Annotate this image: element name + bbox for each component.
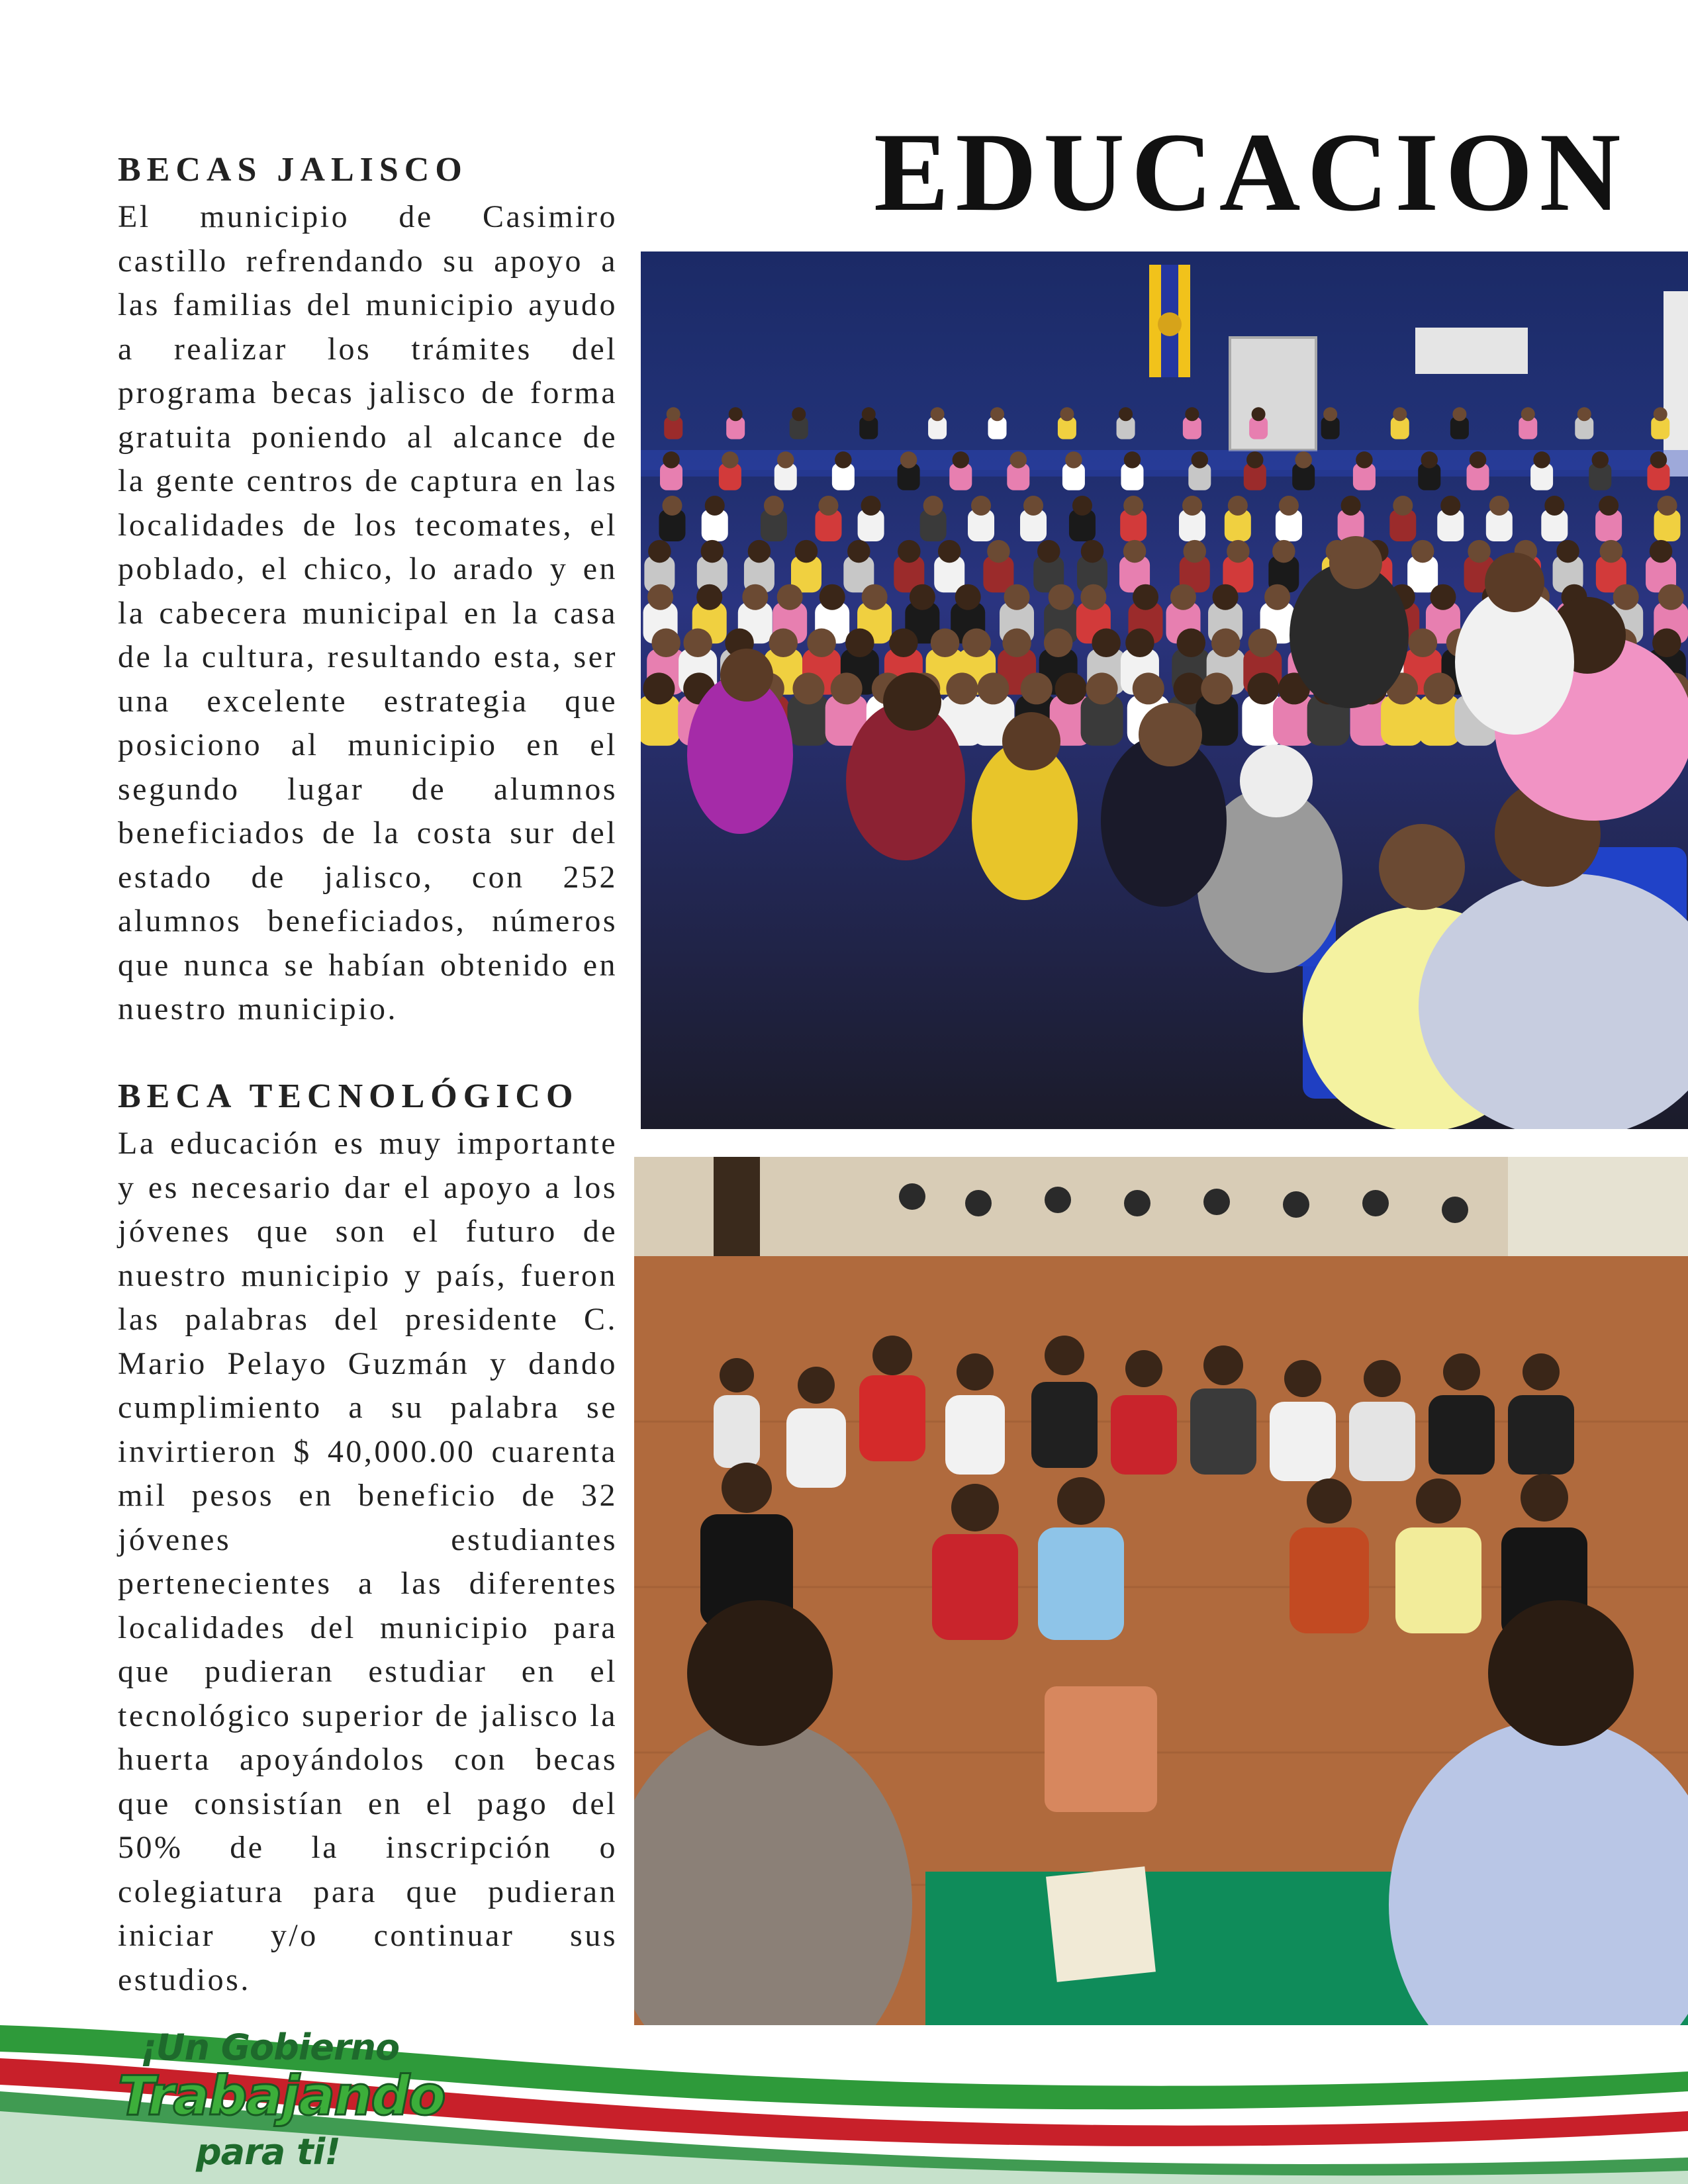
audience-head: [1409, 629, 1438, 658]
audience-head: [971, 496, 991, 516]
slogan-line-2: Trabajando: [118, 2065, 445, 2128]
audience-head: [705, 496, 725, 516]
audience-head: [1421, 451, 1438, 469]
audience-head: [1133, 672, 1164, 704]
audience-head: [648, 540, 671, 563]
audience-head: [1279, 496, 1299, 516]
audience-head: [696, 584, 722, 610]
audience-head: [1393, 496, 1413, 516]
slogan-line-3: para ti!: [196, 2131, 340, 2173]
audience-head: [910, 584, 935, 610]
audience-head: [1650, 540, 1673, 563]
audience-head: [1658, 496, 1677, 516]
audience-head: [1424, 672, 1456, 704]
audience-head: [1470, 451, 1487, 469]
audience-head: [1533, 451, 1550, 469]
auditorium-scene: [641, 251, 1688, 1129]
section-body: La educación es muy importante y es necesario dar el apoyo a los jóvenes que son el futuro de nuestro municipio y país, fueron las palabras del presidente C. Mario Pelayo Guzmán y dando cumplimiento a su palabra se invirtieron $ 40,000.00 cuarenta mil pesos en beneficio de 32 jóvenes estudiantes pertenecientes a las diferentes localidades del municipio para que pudieran estudiar en el tecnológico superior de jalisco la huerta apoyándolos con becas que consistían en el pago del 50% de la inscripción o colegiatura para que pudieran iniciar y/o continuar sus estudios.: [118, 1126, 618, 1997]
audience-head: [845, 629, 874, 658]
audience-head: [953, 451, 970, 469]
audience-head: [862, 407, 876, 421]
audience-head: [1452, 407, 1466, 421]
audience-head: [1201, 672, 1233, 704]
audience-head: [1592, 451, 1609, 469]
audience-head: [1247, 672, 1279, 704]
audience-head: [647, 584, 673, 610]
audience-head: [667, 407, 680, 421]
audience-head: [1124, 451, 1141, 469]
audience-head: [1185, 407, 1199, 421]
audience-head: [1323, 407, 1337, 421]
audience-head: [1086, 672, 1118, 704]
audience-head: [1356, 451, 1373, 469]
audience-head: [1341, 496, 1361, 516]
audience-head: [643, 672, 675, 704]
audience-head: [900, 451, 917, 469]
audience-head: [923, 496, 943, 516]
audience-head: [835, 451, 852, 469]
audience-head: [831, 672, 863, 704]
audience-head: [1489, 496, 1509, 516]
audience-head: [1252, 407, 1266, 421]
audience-head: [777, 584, 803, 610]
audience-head: [1468, 540, 1491, 563]
audience-head: [1055, 672, 1087, 704]
audience-head: [1227, 540, 1250, 563]
audience-head: [701, 540, 724, 563]
audience-head: [889, 629, 918, 658]
audience-head: [1081, 540, 1104, 563]
audience-head: [938, 540, 961, 563]
audience-head: [1182, 496, 1202, 516]
audience-head: [1125, 629, 1154, 658]
audience-head: [861, 496, 881, 516]
audience-head: [1393, 407, 1407, 421]
audience-head: [1123, 496, 1143, 516]
audience-head: [777, 451, 794, 469]
audience-head: [1044, 629, 1073, 658]
audience-head: [1184, 540, 1207, 563]
audience-head: [1213, 584, 1239, 610]
audience-head: [795, 540, 818, 563]
audience-head: [1411, 540, 1434, 563]
audience-head: [1544, 496, 1564, 516]
audience-head: [818, 496, 838, 516]
audience-head: [931, 629, 960, 658]
audience-head: [764, 496, 784, 516]
audience-head: [990, 407, 1004, 421]
audience-head: [1021, 672, 1053, 704]
auditorium-audience-photo: [641, 251, 1688, 1129]
audience-head: [1002, 629, 1031, 658]
audience-head: [1170, 584, 1196, 610]
section-beca-tecnologico: [118, 1077, 618, 2002]
audience-head: [722, 451, 739, 469]
audience-head: [1119, 407, 1133, 421]
audience-head: [1092, 629, 1121, 658]
audience-head: [847, 540, 870, 563]
audience-head: [1246, 451, 1264, 469]
audience-head: [729, 407, 743, 421]
audience-head: [977, 672, 1009, 704]
audience-head: [742, 584, 768, 610]
audience-head: [1654, 407, 1667, 421]
audience-head: [1228, 496, 1248, 516]
audience-head: [1049, 584, 1074, 610]
audience-head: [1133, 584, 1158, 610]
audience-head: [1037, 540, 1060, 563]
audience-head: [748, 540, 771, 563]
audience-head: [1177, 629, 1206, 658]
slogan-line-1: ¡Un Gobierno: [140, 2026, 400, 2068]
section-heading: BECA TECNOLÓGICO: [118, 1077, 579, 1115]
audience-head: [1211, 629, 1241, 658]
audience-head: [792, 407, 806, 421]
section-body: El municipio de Casimiro castillo refrendando su apoyo a las familias del municipio ayudo a realizar los trámites del programa becas jalisco de forma gratuita poniendo al alcance de la gente centros de captura en las localidades de los tecomates, el poblado, el chico, lo arado y en la cabecera municipal en la casa de la cultura, resultando esta, ser una excelente estrategia que posiciono al municipio en el segundo lugar de alumnos beneficiados de la costa sur del estado de jalisco, con 252 alumnos beneficiados, números que nunca se habían obtenido en nuestro municipio.: [118, 199, 618, 1027]
page-title: EDUCACION: [874, 110, 1628, 234]
audience-head: [1430, 584, 1456, 610]
audience-head: [1264, 584, 1290, 610]
audience-head: [862, 584, 888, 610]
audience-head: [792, 672, 824, 704]
audience-head: [1600, 540, 1623, 563]
audience-head: [1658, 584, 1684, 610]
audience-head: [1272, 540, 1295, 563]
section-heading: BECAS JALISCO: [118, 151, 468, 189]
audience-head: [651, 629, 680, 658]
audience-head: [955, 584, 981, 610]
audience-head: [807, 629, 836, 658]
section-becas-jalisco: [118, 151, 618, 1032]
audience-head: [1123, 540, 1147, 563]
audience-head: [663, 451, 680, 469]
audience-head: [1248, 629, 1278, 658]
audience-head: [962, 629, 991, 658]
audience-head: [1080, 584, 1106, 610]
audience-head: [1072, 496, 1092, 516]
audience-head: [931, 407, 945, 421]
audience-head: [1652, 629, 1681, 658]
audience-head: [1577, 407, 1591, 421]
audience-head: [1192, 451, 1209, 469]
audience-head: [1521, 407, 1535, 421]
audience-head: [1060, 407, 1074, 421]
audience-head: [987, 540, 1010, 563]
audience-head: [1556, 540, 1579, 563]
audience-head: [662, 496, 682, 516]
audience-head: [1440, 496, 1460, 516]
audience-head: [1599, 496, 1618, 516]
audience-head: [1065, 451, 1082, 469]
audience-head: [769, 629, 798, 658]
audience-head: [1023, 496, 1043, 516]
hall-scene: [634, 1157, 1688, 2025]
audience-head: [946, 672, 978, 704]
students-hall-photo: [634, 1157, 1688, 2025]
audience-head: [1010, 451, 1027, 469]
audience-head: [820, 584, 845, 610]
audience-head: [683, 629, 712, 658]
audience-head: [1004, 584, 1030, 610]
audience-head: [898, 540, 921, 563]
audience-head: [1650, 451, 1667, 469]
audience-head: [1295, 451, 1312, 469]
audience-head: [1613, 584, 1639, 610]
